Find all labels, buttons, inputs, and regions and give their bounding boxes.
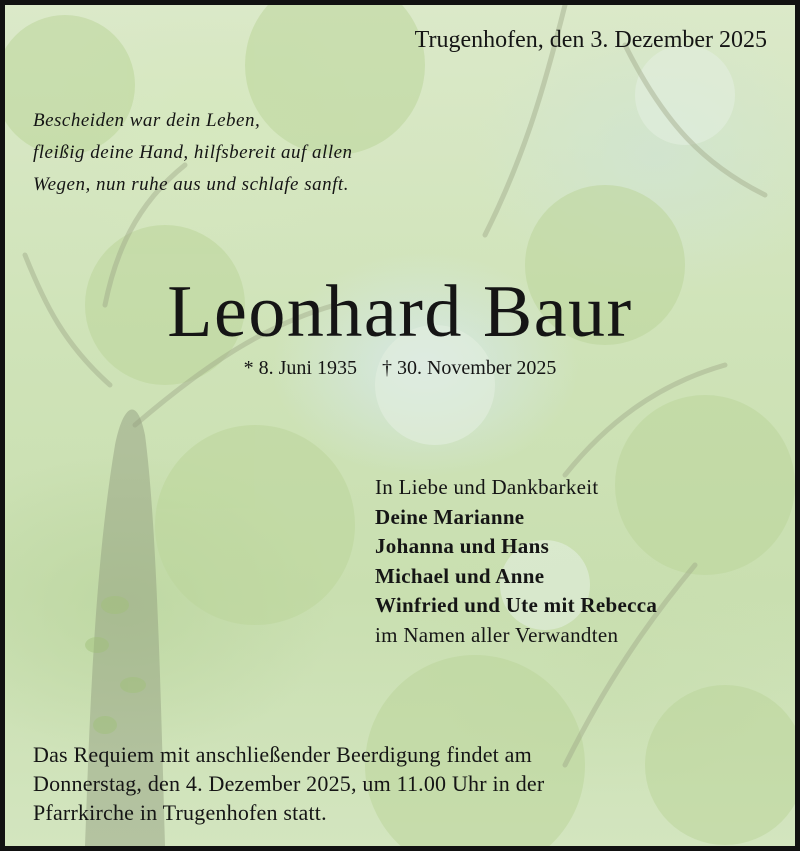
mourners-block xyxy=(375,473,657,650)
memorial-verse xyxy=(33,105,353,201)
verse-line: Bescheiden war dein Leben, xyxy=(33,110,261,131)
requiem-notice xyxy=(33,740,544,827)
life-dates xyxy=(5,357,795,380)
requiem-line: Das Requiem mit anschließender Beerdigung findet am xyxy=(33,742,532,767)
place-date: Trugenhofen, den 3. Dezember 2025 xyxy=(414,27,767,53)
deceased-name: Leonhard Baur xyxy=(167,271,633,353)
mourner-name: Johanna und Hans xyxy=(375,534,550,558)
requiem-line: Donnerstag, den 4. Dezember 2025, um 11.00 Uhr in der xyxy=(33,771,545,796)
mourner-name: Deine Marianne xyxy=(375,504,525,529)
requiem-line: Pfarrkirche in Trugenhofen statt. xyxy=(33,800,327,825)
birth-date: * 8. Juni 1935 xyxy=(243,357,357,379)
death-date: † 30. November 2025 xyxy=(381,357,557,379)
mourner-name: Michael und Anne xyxy=(375,563,545,588)
mourners-outro: im Namen aller Verwandten xyxy=(375,622,619,647)
verse-line: Wegen, nun ruhe aus und schlafe sanft. xyxy=(33,174,349,195)
verse-line: fleißig deine Hand, hilfsbereit auf allen xyxy=(33,142,353,163)
mourners-intro: In Liebe und Dankbarkeit xyxy=(375,475,599,499)
mourner-name: Winfried und Ute mit Rebecca xyxy=(375,593,658,617)
